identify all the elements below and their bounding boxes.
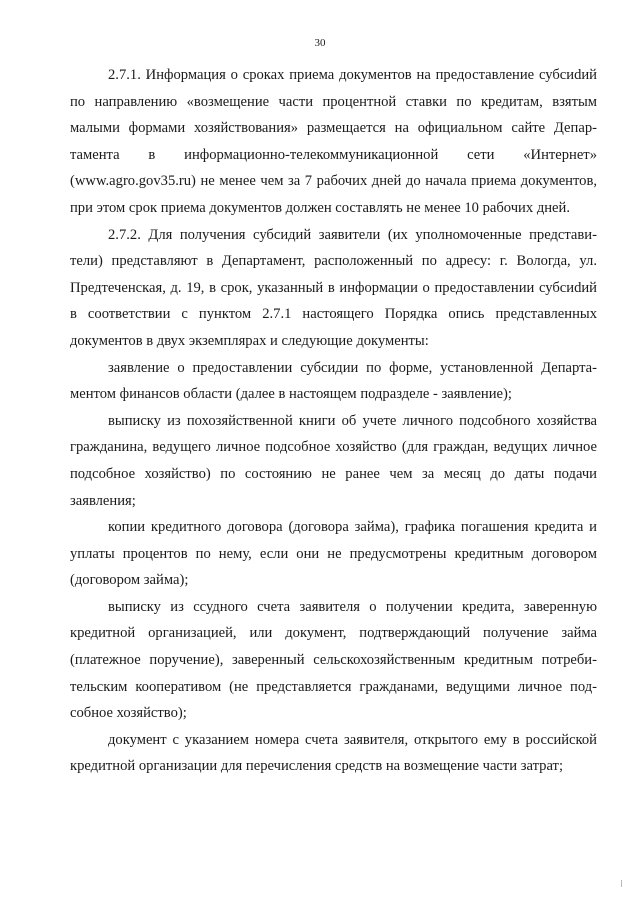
list-item-credit-agreement-copies: копии кредитного договора (договора займа), графика погашения кредита и уплаты процентов по нему, если они не предусмотрены кредитным договором (договором займа); [70, 519, 597, 589]
scan-mark [621, 880, 622, 887]
list-item-account-number-document: документ с указанием номера счета заявителя, открытого ему в российской кредитной организации для перечисления средств на возмещение части затрат; [70, 731, 597, 775]
document-body [70, 62, 597, 780]
list-item-application: заявление о предоставлении субсидии по форме, установленной Департаментом финансов области (далее в настоящем подразделе - заявление); [70, 359, 597, 403]
paragraph-2-7-1: 2.7.1. Информация о сроках приема документов на предоставление субсиdий по направлению «возмещение части процентной ставки по кредитам, взятым малыми формами хозяйствования» размещается на официальном сайте Департамента в информационно-телекоммуникационной сети «Интернет» (www.agro.gov35.ru) не менее чем за 7 рабочих дней до начала приема документов, при этом срок приема документов должен составлять не менее 10 рабочих дней. [70, 67, 597, 216]
page-number: 30 [314, 37, 326, 49]
list-item-household-book-extract: выписку из похозяйственной книги об учете личного подсобного хозяйства гражданина, ведущего личное подсобное хозяйство (для граждан, ведущих личное подсобное хозяйство) по состоянию не ранее чем за месяц до даты подачи заявления; [70, 412, 597, 509]
paragraph-2-7-2: 2.7.2. Для получения субсидий заявители (их уполномоченные представители) представляют в Департамент, расположенный по адресу: г. Вологда, ул. Предтеченская, д. 19, в срок, указанный в информации о предоставлении субсиdий в соответствии с пунктом 2.7.1 настоящего Порядка опись представленных документов в двух экземплярах и следующие документы: [70, 226, 597, 349]
list-item-loan-account-extract: выписку из ссудного счета заявителя о получении кредита, заверенную кредитной организацией, или документ, подтверждающий получение займа (платежное поручение), заверенный сельскохозяйственным кредитным потребительским кооперативом (не представляется гражданами, ведущими личное подсобное хозяйство); [70, 598, 597, 722]
